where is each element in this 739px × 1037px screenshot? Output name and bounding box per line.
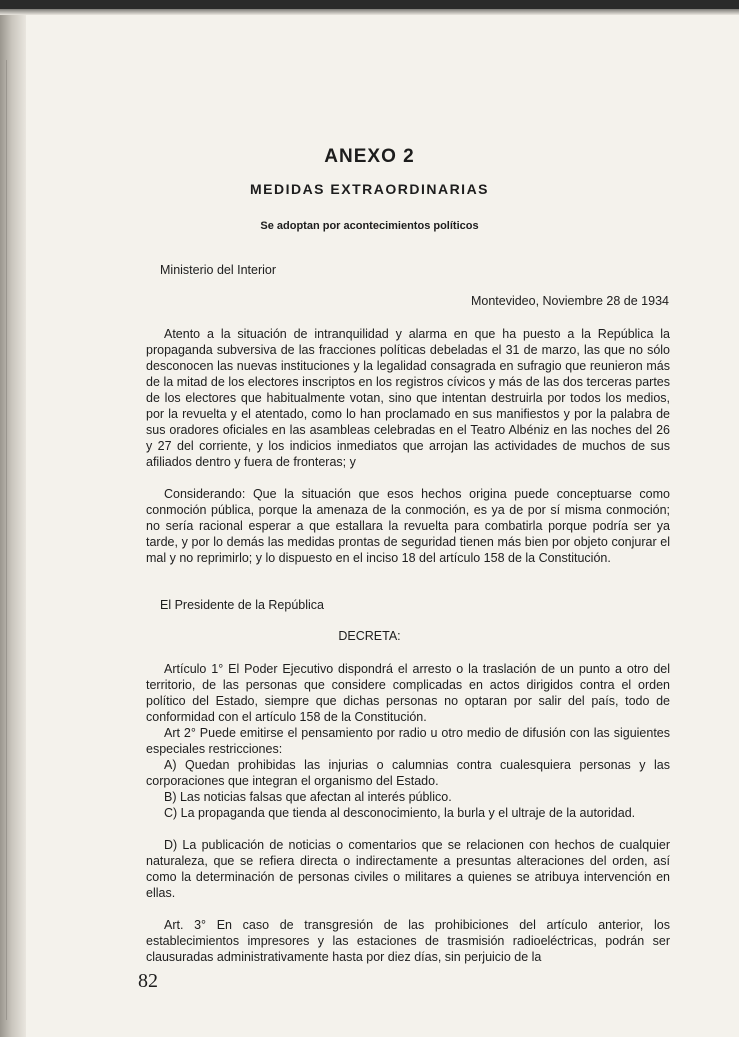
article-2-item-a: A) Quedan prohibidas las injurias o calumnias contra cualesquiera personas y las corporaciones que integran el organismo del Estado. <box>146 758 670 788</box>
annex-tagline: Se adoptan por acontecimientos políticos <box>260 220 479 232</box>
article-3: Art. 3° En caso de transgresión de las prohibiciones del artículo anterior, los establecimientos impresores y las estaciones de trasmisión radioeléctricas, podrán ser clausuradas administrativamente hasta por diez días, sin perjuicio de la <box>146 918 670 964</box>
binding-edge-line <box>6 60 7 1020</box>
article-2-item-b: B) Las noticias falsas que afectan al interés público. <box>164 790 452 804</box>
scan-top-shadow <box>0 9 739 15</box>
ministry-line: Ministerio del Interior <box>160 263 277 277</box>
intro-paragraph-1: Atento a la situación de intranquilidad y alarma en que ha puesto a la República la propaganda subversiva de las fracciones políticas debeladas el 31 de marzo, las que no sólo desconocen las nuevas instituciones y la legalidad consagrada en sufragio que reunieron más de la mitad de los electores inscriptos en los registros cívicos y más de las dos terceras partes de los electores que habitualmente votan, sino que intentan destruirla por todos los medios, por la revuelta y el atentado, como lo han proclamado en sus manifiestos y por la palabra de sus oradores oficiales en las asambleas celebradas en el Teatro Albéniz en las noches del 26 y 27 del corriente, y los indicios inmediatos que arrojan las actividades de muchos de sus afiliados dentro y fuera de fronteras; y <box>146 327 670 469</box>
scan-top-edge <box>0 0 739 9</box>
intro-paragraph-2: Considerando: Que la situación que esos hechos origina puede conceptuarse como conmoción pública, porque la amenaza de la conmoción, es ya de por sí misma conmoción; no sería racional esperar a que estallara la revuelta para combatirla porque podría ser ya tarde, y por lo demás las medidas prontas de seguridad tienen más bien por objeto conjurar el mal y no reprimirlo; y lo dispuesto en el inciso 18 del artículo 158 de la Constitución. <box>146 487 670 565</box>
place-date: Montevideo, Noviembre 28 de 1934 <box>470 294 669 308</box>
article-1: Artículo 1° El Poder Ejecutivo dispondrá el arresto o la traslación de un punto a otro del territorio, de las personas que considere complicadas en actos dirigidos contra el orden político del Estado, siempre que dichas personas no optaran por salir del país, todo de conformidad con el artículo 158 de la Constitución. <box>146 662 670 724</box>
president-line: El Presidente de la República <box>160 598 324 612</box>
decreta-heading: DECRETA: <box>338 629 401 643</box>
article-2-item-d: D) La publicación de noticias o comentarios que se relacionen con hechos de cualquier naturaleza, que se refiera directa o indirectamente a presuntas alteraciones del orden, así como la determinación de personas civiles o militares a quienes se atribuya intervención en ellas. <box>146 838 670 900</box>
page-number: 82 <box>138 970 158 992</box>
annex-subtitle: MEDIDAS EXTRAORDINARIAS <box>249 181 490 197</box>
article-2-item-c: C) La propaganda que tienda al desconocimiento, la burla y el ultraje de la autoridad. <box>164 806 636 820</box>
annex-title: ANEXO 2 <box>324 146 415 167</box>
article-2: Art 2° Puede emitirse el pensamiento por radio u otro medio de difusión con las siguientes especiales restricciones: <box>146 726 670 756</box>
